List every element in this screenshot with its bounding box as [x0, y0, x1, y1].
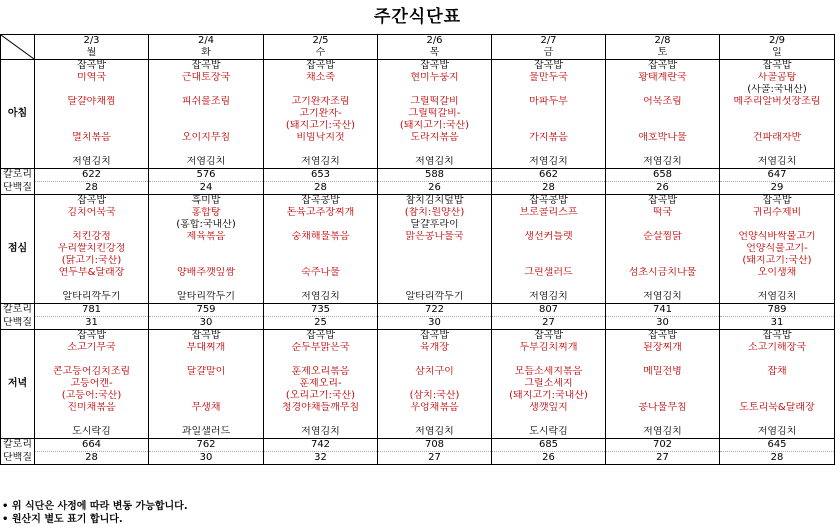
- dinner-dish-cell: 소고기무국: [35, 342, 149, 354]
- diagonal-line: [1, 35, 34, 59]
- dinner-dish-cell: [606, 378, 720, 390]
- lunch-dish-cell: 연두부&달래장: [35, 267, 149, 279]
- breakfast-dish-cell: 비빔낙지젓: [264, 132, 378, 144]
- dinner-menu-row: [1, 366, 835, 378]
- menu-table: [0, 34, 835, 465]
- lunch-menu-row: [1, 195, 835, 208]
- dinner-dish-cell: (삼치:국산): [378, 390, 492, 402]
- dinner-dish-cell: 삼치구이: [378, 366, 492, 378]
- lunch-dish-cell: [606, 255, 720, 267]
- breakfast-protein-row: [1, 182, 835, 195]
- lunch-dish-cell: [378, 267, 492, 279]
- dinner-dish-cell: 저염김치: [264, 426, 378, 439]
- lunch-dish-cell: [720, 219, 835, 231]
- dinner-dish-cell: 고등어캔-: [35, 378, 149, 390]
- lunch-dish-cell: [492, 279, 606, 291]
- dinner-dish-cell: 저염김치: [720, 426, 835, 439]
- day-date: 2/7: [492, 35, 606, 48]
- breakfast-dish-cell: 도라지볶음: [378, 132, 492, 144]
- dinner-dish-cell: 진미채볶음: [35, 402, 149, 414]
- breakfast-dish-cell: [264, 144, 378, 156]
- day-weekday: 목: [378, 47, 492, 60]
- protein-value: 28: [720, 452, 835, 465]
- breakfast-dish-cell: [264, 84, 378, 96]
- dinner-label: 저녁: [1, 330, 35, 439]
- protein-value: 30: [149, 452, 264, 465]
- lunch-dish-cell: 떡국: [606, 207, 720, 219]
- lunch-dish-cell: 잡곡밥: [606, 195, 720, 208]
- lunch-dish-cell: [492, 219, 606, 231]
- dinner-menu-row: [1, 378, 835, 390]
- breakfast-dish-cell: [149, 84, 264, 96]
- breakfast-dish-cell: 물만두국: [492, 72, 606, 84]
- day-date: 2/5: [264, 35, 378, 48]
- protein-value: 30: [149, 317, 264, 330]
- dinner-dish-cell: [378, 378, 492, 390]
- dinner-calorie-row: [1, 439, 835, 452]
- dinner-dish-cell: 잡곡밥: [606, 330, 720, 343]
- lunch-dish-cell: (돼지고기:국산): [720, 255, 835, 267]
- note-line: • 원산지 별도 표기 합니다.: [2, 514, 123, 525]
- breakfast-dish-cell: 잡곡밥: [264, 60, 378, 73]
- protein-value: 28: [492, 182, 606, 195]
- lunch-menu-row: [1, 219, 835, 231]
- breakfast-dish-cell: 잡곡밥: [720, 60, 835, 73]
- day-weekday: 금: [492, 47, 606, 60]
- dinner-dish-cell: [264, 414, 378, 426]
- lunch-dish-cell: 맑은콩나물국: [378, 231, 492, 243]
- dinner-dish-cell: (돼지고기:국내산): [492, 390, 606, 402]
- lunch-dish-cell: 참치김치덮밥: [378, 195, 492, 208]
- lunch-menu-row: [1, 267, 835, 279]
- lunch-dish-cell: 흑미밥: [149, 195, 264, 208]
- dinner-dish-cell: 콘고등어김치조림: [35, 366, 149, 378]
- dinner-dish-cell: [720, 354, 835, 366]
- lunch-label: 점심: [1, 195, 35, 304]
- breakfast-menu-row: [1, 96, 835, 108]
- breakfast-dish-cell: 황태계란국: [606, 72, 720, 84]
- breakfast-menu-row: [1, 120, 835, 132]
- lunch-dish-cell: [492, 255, 606, 267]
- dinner-dish-cell: [606, 390, 720, 402]
- lunch-dish-cell: 알타리깍두기: [149, 291, 264, 304]
- breakfast-dish-cell: [492, 120, 606, 132]
- dinner-dish-cell: 무생채: [149, 402, 264, 414]
- day-weekday: 일: [720, 47, 835, 60]
- protein-value: 27: [378, 452, 492, 465]
- day-weekday: 토: [606, 47, 720, 60]
- breakfast-dish-cell: (사골:국내산): [720, 84, 835, 96]
- day-date: 2/4: [149, 35, 264, 48]
- lunch-dish-cell: 잡곡콩밥: [492, 195, 606, 208]
- breakfast-dish-cell: 잡곡밥: [606, 60, 720, 73]
- protein-value: 26: [606, 182, 720, 195]
- lunch-dish-cell: [378, 243, 492, 255]
- dinner-dish-cell: [606, 354, 720, 366]
- lunch-dish-cell: [149, 243, 264, 255]
- dinner-dish-cell: 잡채: [720, 366, 835, 378]
- dinner-dish-cell: 잡곡밥: [35, 330, 149, 343]
- header-corner: [1, 35, 35, 60]
- dinner-dish-cell: [149, 414, 264, 426]
- calorie-value: 647: [720, 169, 835, 182]
- lunch-dish-cell: 달걀후라이: [378, 219, 492, 231]
- dinner-dish-cell: 잡곡밥: [264, 330, 378, 343]
- dinner-dish-cell: [720, 390, 835, 402]
- lunch-dish-cell: 홍합탕: [149, 207, 264, 219]
- protein-value: 26: [378, 182, 492, 195]
- lunch-dish-cell: [264, 255, 378, 267]
- breakfast-dish-cell: 저염김치: [35, 156, 149, 169]
- breakfast-dish-cell: 건파래자반: [720, 132, 835, 144]
- breakfast-dish-cell: (돼지고기:국산): [378, 120, 492, 132]
- lunch-dish-cell: 순살찜닭: [606, 231, 720, 243]
- lunch-dish-cell: [264, 279, 378, 291]
- breakfast-dish-cell: 피쉬볼조림: [149, 96, 264, 108]
- day-date: 2/3: [35, 35, 149, 48]
- lunch-dish-cell: [264, 243, 378, 255]
- lunch-menu-row: [1, 207, 835, 219]
- calorie-value: 722: [378, 304, 492, 317]
- lunch-dish-cell: 숙주나물: [264, 267, 378, 279]
- breakfast-dish-cell: 미역국: [35, 72, 149, 84]
- calorie-value: 781: [35, 304, 149, 317]
- breakfast-dish-cell: [149, 108, 264, 120]
- dinner-dish-cell: 청경야채들깨무침: [264, 402, 378, 414]
- breakfast-dish-cell: 멸치볶음: [35, 132, 149, 144]
- lunch-dish-cell: 잡곡콩밥: [264, 195, 378, 208]
- lunch-menu-row: [1, 231, 835, 243]
- breakfast-dish-cell: 근대토장국: [149, 72, 264, 84]
- breakfast-dish-cell: [35, 108, 149, 120]
- dinner-dish-cell: 저염김치: [378, 426, 492, 439]
- lunch-dish-cell: 저염김치: [264, 291, 378, 304]
- lunch-dish-cell: 잡곡밥: [35, 195, 149, 208]
- dinner-dish-cell: [149, 378, 264, 390]
- breakfast-dish-cell: 애호박나물: [606, 132, 720, 144]
- breakfast-dish-cell: [378, 144, 492, 156]
- lunch-dish-cell: (닭고기:국산): [35, 255, 149, 267]
- dinner-dish-cell: 순두부맑은국: [264, 342, 378, 354]
- lunch-dish-cell: 브로콜리스프: [492, 207, 606, 219]
- day-date: 2/6: [378, 35, 492, 48]
- dinner-dish-cell: 잡곡밥: [149, 330, 264, 343]
- lunch-dish-cell: 양배추깻잎쌈: [149, 267, 264, 279]
- breakfast-dish-cell: [378, 84, 492, 96]
- protein-value: 27: [492, 317, 606, 330]
- dinner-dish-cell: [35, 354, 149, 366]
- calorie-value: 664: [35, 439, 149, 452]
- breakfast-menu-row: [1, 132, 835, 144]
- breakfast-dish-cell: [492, 144, 606, 156]
- breakfast-dish-cell: [35, 120, 149, 132]
- dinner-dish-cell: 모듬소세지볶음: [492, 366, 606, 378]
- day-date: 2/8: [606, 35, 720, 48]
- calorie-label: 칼로리: [1, 304, 35, 317]
- lunch-dish-cell: 잡곡밥: [720, 195, 835, 208]
- dinner-menu-row: [1, 354, 835, 366]
- dinner-dish-cell: [149, 354, 264, 366]
- lunch-dish-cell: 그린샐러드: [492, 267, 606, 279]
- dinner-dish-cell: 훈제오리-: [264, 378, 378, 390]
- dinner-menu-row: [1, 414, 835, 426]
- breakfast-dish-cell: 잡곡밥: [35, 60, 149, 73]
- dinner-dish-cell: 된장찌개: [606, 342, 720, 354]
- breakfast-dish-cell: [35, 84, 149, 96]
- dinner-dish-cell: 저염김치: [606, 426, 720, 439]
- breakfast-dish-cell: [720, 108, 835, 120]
- breakfast-dish-cell: 마파두부: [492, 96, 606, 108]
- lunch-dish-cell: [606, 219, 720, 231]
- breakfast-dish-cell: 저염김치: [378, 156, 492, 169]
- calorie-value: 685: [492, 439, 606, 452]
- protein-value: 31: [35, 317, 149, 330]
- lunch-menu-row: [1, 279, 835, 291]
- dinner-dish-cell: 소고기해장국: [720, 342, 835, 354]
- calorie-label: 칼로리: [1, 439, 35, 452]
- dinner-menu-row: [1, 390, 835, 402]
- breakfast-dish-cell: 저염김치: [492, 156, 606, 169]
- breakfast-dish-cell: 메추리알버섯장조림: [720, 96, 835, 108]
- lunch-dish-cell: 제육볶음: [149, 231, 264, 243]
- breakfast-dish-cell: [492, 108, 606, 120]
- lunch-dish-cell: [720, 279, 835, 291]
- dinner-dish-cell: 달걀말이: [149, 366, 264, 378]
- dinner-dish-cell: [606, 414, 720, 426]
- breakfast-menu-row: [1, 84, 835, 96]
- day-weekday: 수: [264, 47, 378, 60]
- dinner-dish-cell: 그릴소세지: [492, 378, 606, 390]
- dinner-dish-cell: (오리고기:국산): [264, 390, 378, 402]
- calorie-value: 789: [720, 304, 835, 317]
- protein-value: 28: [35, 182, 149, 195]
- calorie-value: 645: [720, 439, 835, 452]
- dinner-dish-cell: [492, 354, 606, 366]
- lunch-dish-cell: [492, 243, 606, 255]
- calorie-value: 807: [492, 304, 606, 317]
- protein-label: 단백질: [1, 317, 35, 330]
- dinner-dish-cell: [378, 354, 492, 366]
- dinner-dish-cell: 도시락김: [35, 426, 149, 439]
- breakfast-dish-cell: 고기완자-: [264, 108, 378, 120]
- breakfast-dish-cell: [149, 144, 264, 156]
- dinner-dish-cell: 생깻잎지: [492, 402, 606, 414]
- protein-value: 29: [720, 182, 835, 195]
- calorie-value: 735: [264, 304, 378, 317]
- lunch-dish-cell: [264, 219, 378, 231]
- lunch-dish-cell: 김치어묵국: [35, 207, 149, 219]
- breakfast-dish-cell: 저염김치: [264, 156, 378, 169]
- lunch-dish-cell: [378, 279, 492, 291]
- calorie-value: 658: [606, 169, 720, 182]
- calorie-value: 576: [149, 169, 264, 182]
- dinner-dish-cell: [264, 354, 378, 366]
- protein-value: 27: [606, 452, 720, 465]
- dinner-dish-cell: [720, 414, 835, 426]
- lunch-dish-cell: 언양식불고기-: [720, 243, 835, 255]
- dinner-dish-cell: [378, 414, 492, 426]
- dinner-dish-cell: [149, 390, 264, 402]
- protein-value: 28: [35, 452, 149, 465]
- lunch-calorie-row: [1, 304, 835, 317]
- lunch-dish-cell: 저염김치: [606, 291, 720, 304]
- protein-value: 30: [378, 317, 492, 330]
- breakfast-dish-cell: [720, 120, 835, 132]
- breakfast-menu-row: [1, 60, 835, 73]
- breakfast-dish-cell: 저염김치: [149, 156, 264, 169]
- day-date: 2/9: [720, 35, 835, 48]
- protein-value: 32: [264, 452, 378, 465]
- lunch-dish-cell: [35, 219, 149, 231]
- lunch-dish-cell: 알타리깍두기: [378, 291, 492, 304]
- protein-value: 28: [264, 182, 378, 195]
- breakfast-dish-cell: [606, 108, 720, 120]
- breakfast-dish-cell: 그릴떡갈비-: [378, 108, 492, 120]
- breakfast-dish-cell: 그릴떡갈비: [378, 96, 492, 108]
- breakfast-dish-cell: [492, 84, 606, 96]
- breakfast-dish-cell: [606, 84, 720, 96]
- calorie-value: 742: [264, 439, 378, 452]
- protein-value: 31: [720, 317, 835, 330]
- lunch-menu-row: [1, 243, 835, 255]
- breakfast-dish-cell: 잡곡밥: [492, 60, 606, 73]
- breakfast-menu-row: [1, 72, 835, 84]
- breakfast-dish-cell: 채소죽: [264, 72, 378, 84]
- calorie-value: 759: [149, 304, 264, 317]
- dinner-dish-cell: 잡곡밥: [720, 330, 835, 343]
- protein-value: 30: [606, 317, 720, 330]
- lunch-dish-cell: 생선커틀렛: [492, 231, 606, 243]
- lunch-dish-cell: 알타리깍두기: [35, 291, 149, 304]
- breakfast-dish-cell: 가지볶음: [492, 132, 606, 144]
- breakfast-dish-cell: [149, 120, 264, 132]
- lunch-dish-cell: [35, 279, 149, 291]
- protein-value: 25: [264, 317, 378, 330]
- calorie-value: 662: [492, 169, 606, 182]
- lunch-menu-row: [1, 255, 835, 267]
- calorie-label: 칼로리: [1, 169, 35, 182]
- calorie-value: 702: [606, 439, 720, 452]
- day-weekday: 화: [149, 47, 264, 60]
- lunch-dish-cell: [378, 255, 492, 267]
- breakfast-calorie-row: [1, 169, 835, 182]
- dinner-dish-cell: 도시락김: [492, 426, 606, 439]
- breakfast-dish-cell: 잡곡밥: [149, 60, 264, 73]
- breakfast-dish-cell: 오이지무침: [149, 132, 264, 144]
- notes: [2, 500, 188, 526]
- dinner-menu-row: [1, 402, 835, 414]
- dinner-menu-row: [1, 330, 835, 343]
- lunch-dish-cell: 오이생채: [720, 267, 835, 279]
- lunch-dish-cell: 저염김치: [720, 291, 835, 304]
- protein-label: 단백질: [1, 452, 35, 465]
- note-line: • 위 식단은 사정에 따라 변동 가능합니다.: [2, 501, 188, 512]
- page-title: 주간식단표: [373, 7, 462, 27]
- dinner-menu-row: [1, 342, 835, 354]
- breakfast-dish-cell: (돼지고기:국산): [264, 120, 378, 132]
- dinner-dish-cell: 메밀전병: [606, 366, 720, 378]
- dinner-dish-cell: 잡곡밥: [378, 330, 492, 343]
- lunch-dish-cell: 숭채해물볶음: [264, 231, 378, 243]
- breakfast-dish-cell: 현미누룽지: [378, 72, 492, 84]
- dinner-dish-cell: [35, 414, 149, 426]
- breakfast-dish-cell: 사골곰탕: [720, 72, 835, 84]
- breakfast-dish-cell: 잡곡밥: [378, 60, 492, 73]
- lunch-dish-cell: 우리쌀치킨강정: [35, 243, 149, 255]
- lunch-dish-cell: 언양식바싹불고기: [720, 231, 835, 243]
- dinner-dish-cell: 두부김치찌개: [492, 342, 606, 354]
- calorie-value: 762: [149, 439, 264, 452]
- dinner-dish-cell: [492, 414, 606, 426]
- lunch-dish-cell: 돈육고추장찌개: [264, 207, 378, 219]
- dinner-protein-row: [1, 452, 835, 465]
- lunch-dish-cell: 치킨강정: [35, 231, 149, 243]
- lunch-dish-cell: [149, 255, 264, 267]
- dinner-dish-cell: 도토리묵&달래장: [720, 402, 835, 414]
- lunch-dish-cell: 섬초시금치나물: [606, 267, 720, 279]
- dinner-dish-cell: 육개장: [378, 342, 492, 354]
- day-weekday: 월: [35, 47, 149, 60]
- breakfast-label: 아침: [1, 60, 35, 169]
- protein-value: 26: [492, 452, 606, 465]
- calorie-value: 653: [264, 169, 378, 182]
- breakfast-dish-cell: 고기완자조림: [264, 96, 378, 108]
- calorie-value: 708: [378, 439, 492, 452]
- header-date-row: [1, 35, 835, 48]
- calorie-value: 741: [606, 304, 720, 317]
- lunch-dish-cell: (참치:원양산): [378, 207, 492, 219]
- breakfast-dish-cell: [720, 144, 835, 156]
- dinner-dish-cell: 부대찌개: [149, 342, 264, 354]
- lunch-dish-cell: [149, 279, 264, 291]
- dinner-dish-cell: 과일샐러드: [149, 426, 264, 439]
- dinner-dish-cell: 우엉채볶음: [378, 402, 492, 414]
- dinner-menu-row: [1, 426, 835, 439]
- dinner-dish-cell: 콩나물무침: [606, 402, 720, 414]
- breakfast-dish-cell: 어묵조림: [606, 96, 720, 108]
- protein-value: 24: [149, 182, 264, 195]
- breakfast-menu-row: [1, 156, 835, 169]
- breakfast-menu-row: [1, 108, 835, 120]
- breakfast-dish-cell: [606, 144, 720, 156]
- calorie-value: 588: [378, 169, 492, 182]
- calorie-value: 622: [35, 169, 149, 182]
- lunch-dish-cell: [606, 243, 720, 255]
- lunch-dish-cell: [606, 279, 720, 291]
- breakfast-dish-cell: [606, 120, 720, 132]
- breakfast-dish-cell: [35, 144, 149, 156]
- breakfast-menu-row: [1, 144, 835, 156]
- dinner-dish-cell: 잡곡밥: [492, 330, 606, 343]
- dinner-dish-cell: 훈제오리볶음: [264, 366, 378, 378]
- lunch-protein-row: [1, 317, 835, 330]
- protein-label: 단백질: [1, 182, 35, 195]
- lunch-menu-row: [1, 291, 835, 304]
- header-weekday-row: [1, 47, 835, 60]
- breakfast-dish-cell: 달걀야채찜: [35, 96, 149, 108]
- breakfast-dish-cell: 저염김치: [720, 156, 835, 169]
- lunch-dish-cell: (홍합:국내산): [149, 219, 264, 231]
- dinner-dish-cell: (고등어:국산): [35, 390, 149, 402]
- dinner-dish-cell: [720, 378, 835, 390]
- breakfast-dish-cell: 저염김치: [606, 156, 720, 169]
- lunch-dish-cell: 저염김치: [492, 291, 606, 304]
- lunch-dish-cell: 귀리수제비: [720, 207, 835, 219]
